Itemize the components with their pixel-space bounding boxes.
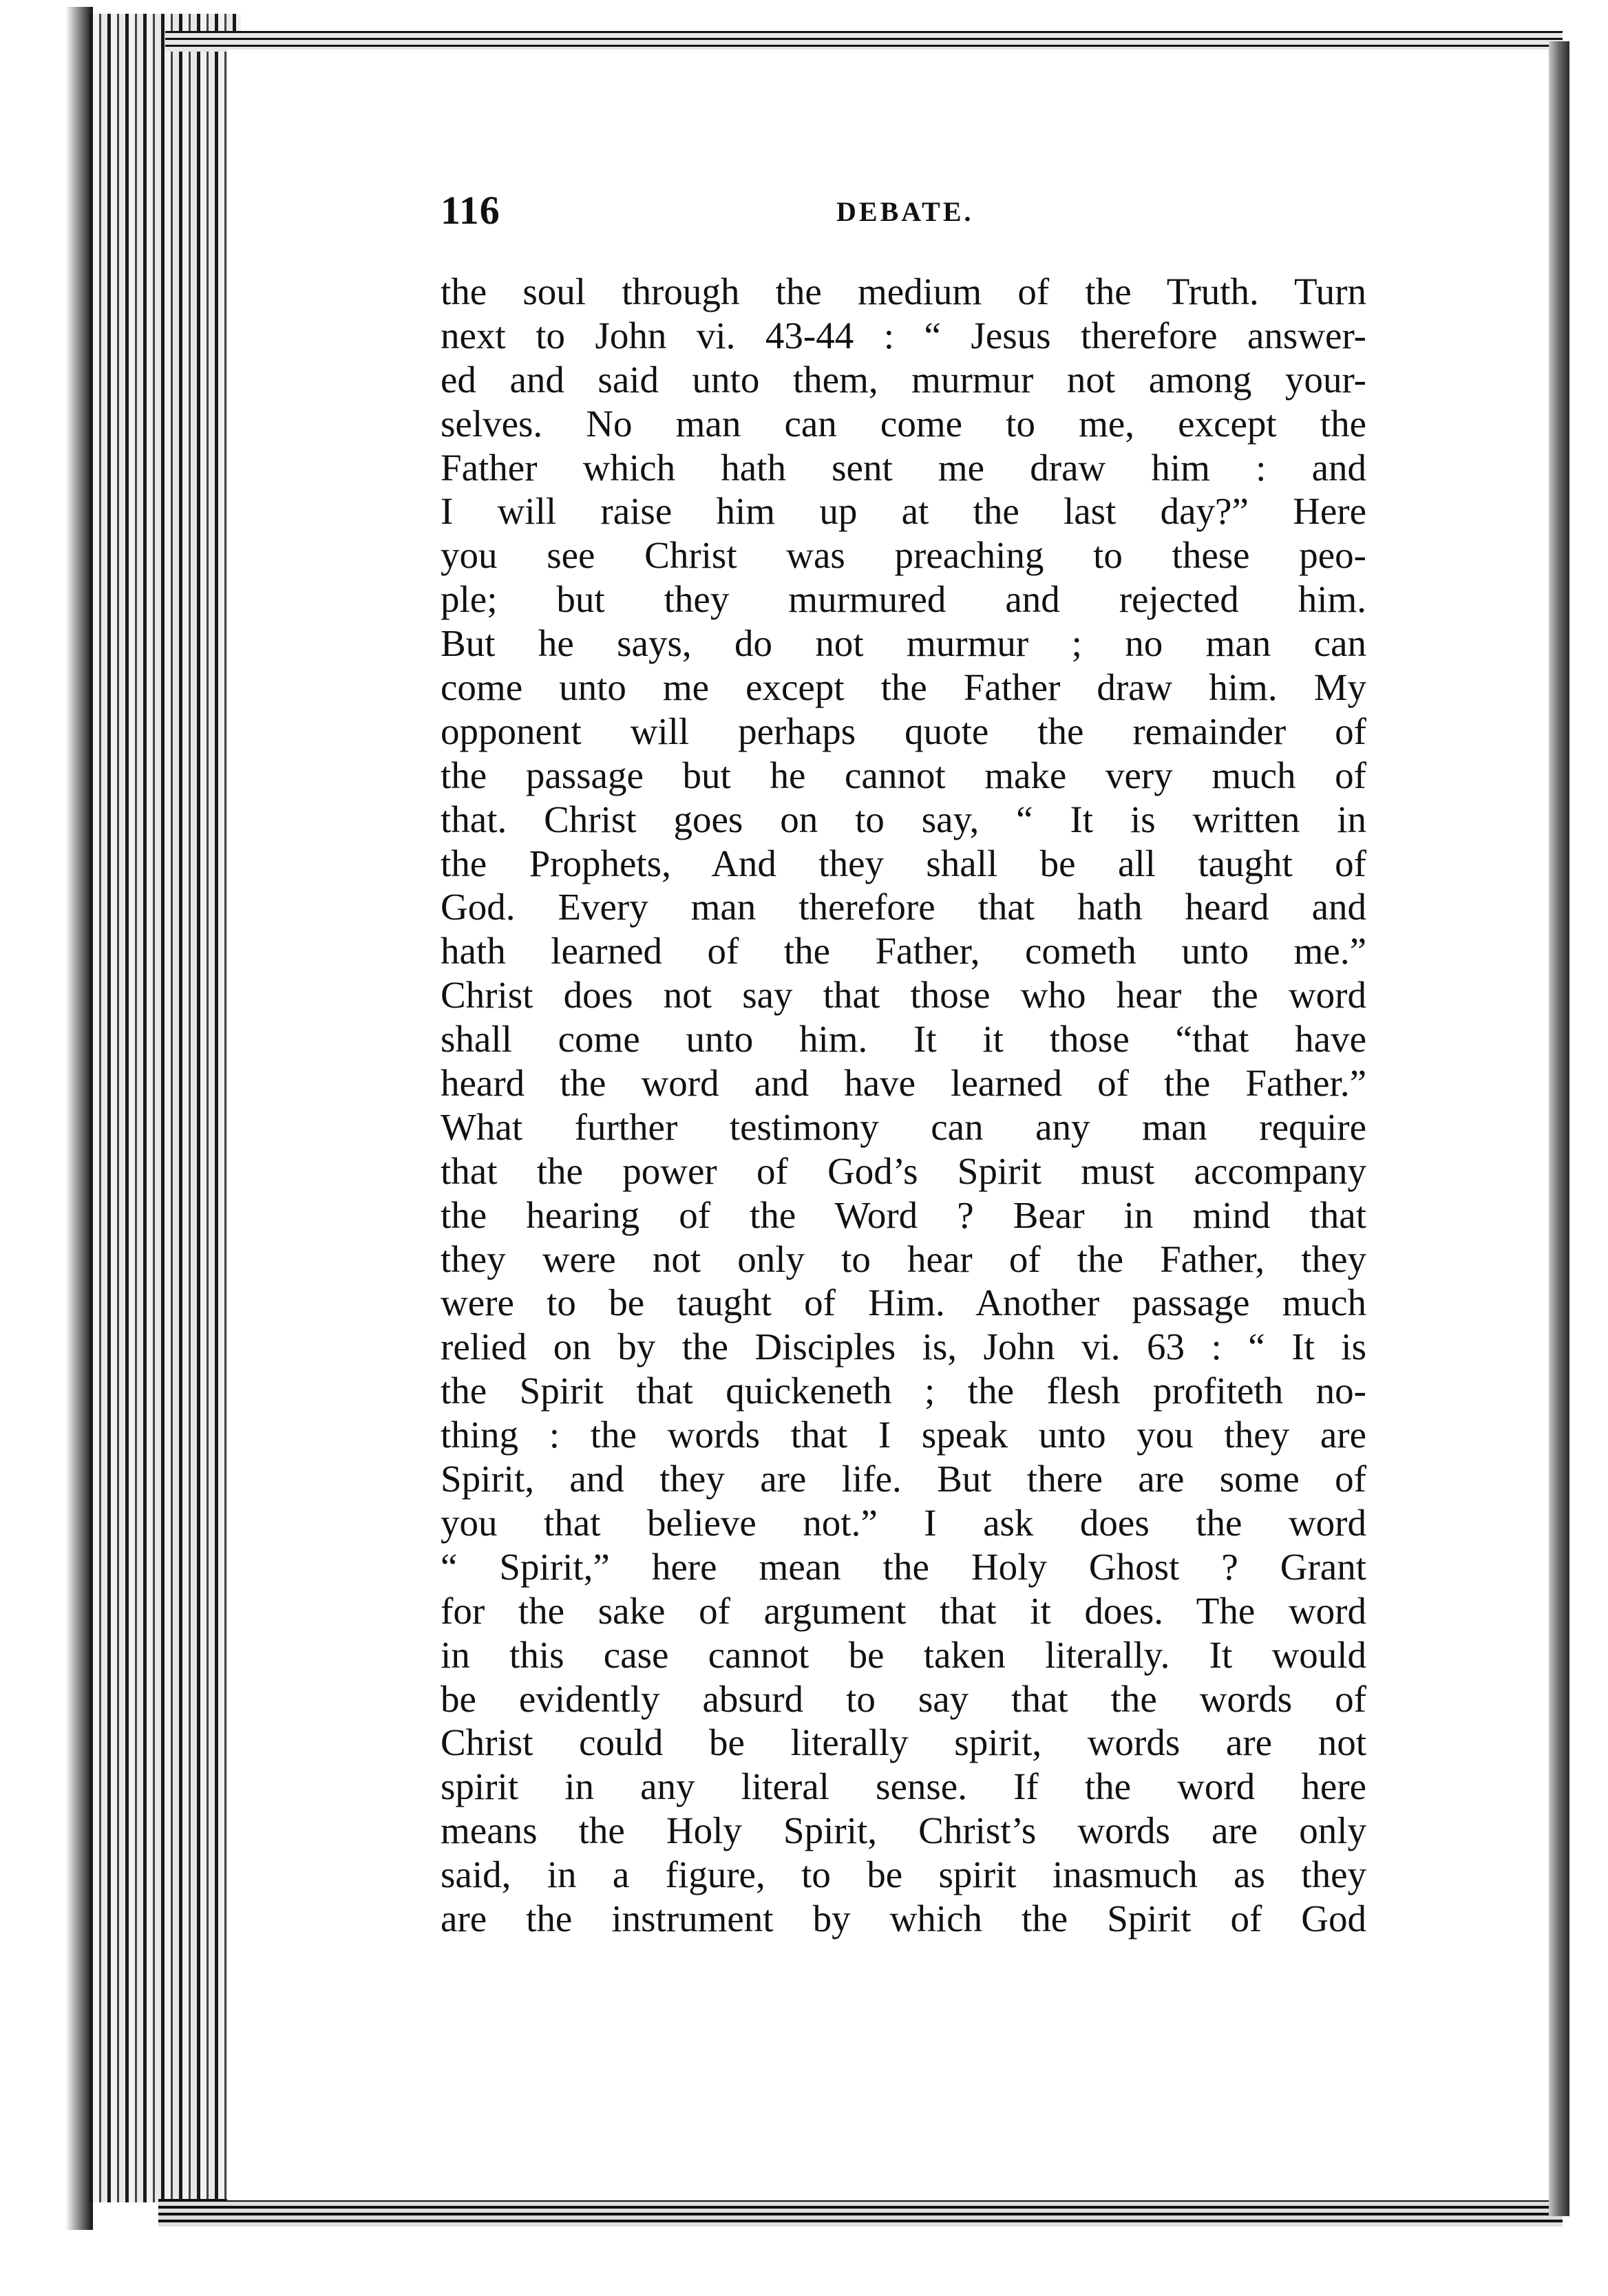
- text-line: thing : the words that I speak unto you they are: [441, 1414, 1366, 1456]
- text-line: Father which hath sent me draw him : and: [441, 446, 1366, 489]
- book-page-edges: [89, 14, 241, 2202]
- page-number: 116: [441, 188, 500, 233]
- text-line: are the instrument by which the Spirit of God: [441, 1897, 1366, 1939]
- text-line: be evidently absurd to say that the words of: [441, 1677, 1366, 1720]
- text-line: I will raise him up at the last day?” Here: [441, 490, 1366, 533]
- text-line: come unto me except the Father draw him. My: [441, 666, 1366, 709]
- book-top-edge: [165, 31, 1563, 52]
- text-line: ed and said unto them, murmur not among your-: [441, 358, 1366, 401]
- text-line: opponent will perhaps quote the remainder of: [441, 710, 1366, 752]
- running-head: DEBATE.: [836, 196, 974, 227]
- text-line: they were not only to hear of the Father, they: [441, 1237, 1366, 1280]
- text-line: next to John vi. 43-44 : “ Jesus therefore answer-: [441, 314, 1366, 357]
- text-line: ple; but they murmured and rejected him.: [441, 578, 1366, 621]
- text-line: What further testimony can any man require: [441, 1105, 1366, 1148]
- text-line: hath learned of the Father, cometh unto me.”: [441, 930, 1366, 972]
- text-line: for the sake of argument that it does. The word: [441, 1589, 1366, 1632]
- text-line: said, in a figure, to be spirit inasmuch as they: [441, 1853, 1366, 1896]
- book-spine-shadow: [65, 7, 93, 2230]
- text-line: means the Holy Spirit, Christ’s words are only: [441, 1809, 1366, 1852]
- text-line: the Spirit that quickeneth ; the flesh profiteth no-: [441, 1370, 1366, 1412]
- text-line: the passage but he cannot make very much of: [441, 754, 1366, 796]
- text-line: the hearing of the Word ? Bear in mind that: [441, 1193, 1366, 1236]
- text-line: that. Christ goes on to say, “ It is written in: [441, 798, 1366, 840]
- text-line: the Prophets, And they shall be all taught of: [441, 842, 1366, 884]
- text-line: you see Christ was preaching to these peo-: [441, 534, 1366, 577]
- text-line: Spirit, and they are life. But there are some of: [441, 1458, 1366, 1500]
- text-line: spirit in any literal sense. If the word here: [441, 1765, 1366, 1808]
- page-header: [441, 187, 1377, 235]
- text-line: you that believe not.” I ask does the word: [441, 1501, 1366, 1544]
- text-line: selves. No man can come to me, except the: [441, 402, 1366, 445]
- book-right-edge: [1549, 41, 1569, 2216]
- text-line: the soul through the medium of the Truth. Turn: [441, 270, 1366, 312]
- text-line: heard the word and have learned of the Father.”: [441, 1062, 1366, 1105]
- text-line: that the power of God’s Spirit must accompany: [441, 1149, 1366, 1192]
- text-line: were to be taught of Him. Another passage much: [441, 1282, 1366, 1324]
- text-line: God. Every man therefore that hath heard and: [441, 886, 1366, 928]
- text-line: Christ could be literally spirit, words are not: [441, 1721, 1366, 1764]
- text-line: in this case cannot be taken literally. It would: [441, 1633, 1366, 1676]
- text-line: “ Spirit,” here mean the Holy Ghost ? Grant: [441, 1545, 1366, 1588]
- text-line: shall come unto him. It it those “that have: [441, 1018, 1366, 1061]
- text-line: But he says, do not murmur ; no man can: [441, 622, 1366, 665]
- book-bottom-edge: [158, 2199, 1563, 2226]
- text-line: Christ does not say that those who hear the word: [441, 974, 1366, 1017]
- body-text: [441, 270, 1366, 1941]
- text-line: relied on by the Disciples is, John vi. 63 : “ It is: [441, 1326, 1366, 1368]
